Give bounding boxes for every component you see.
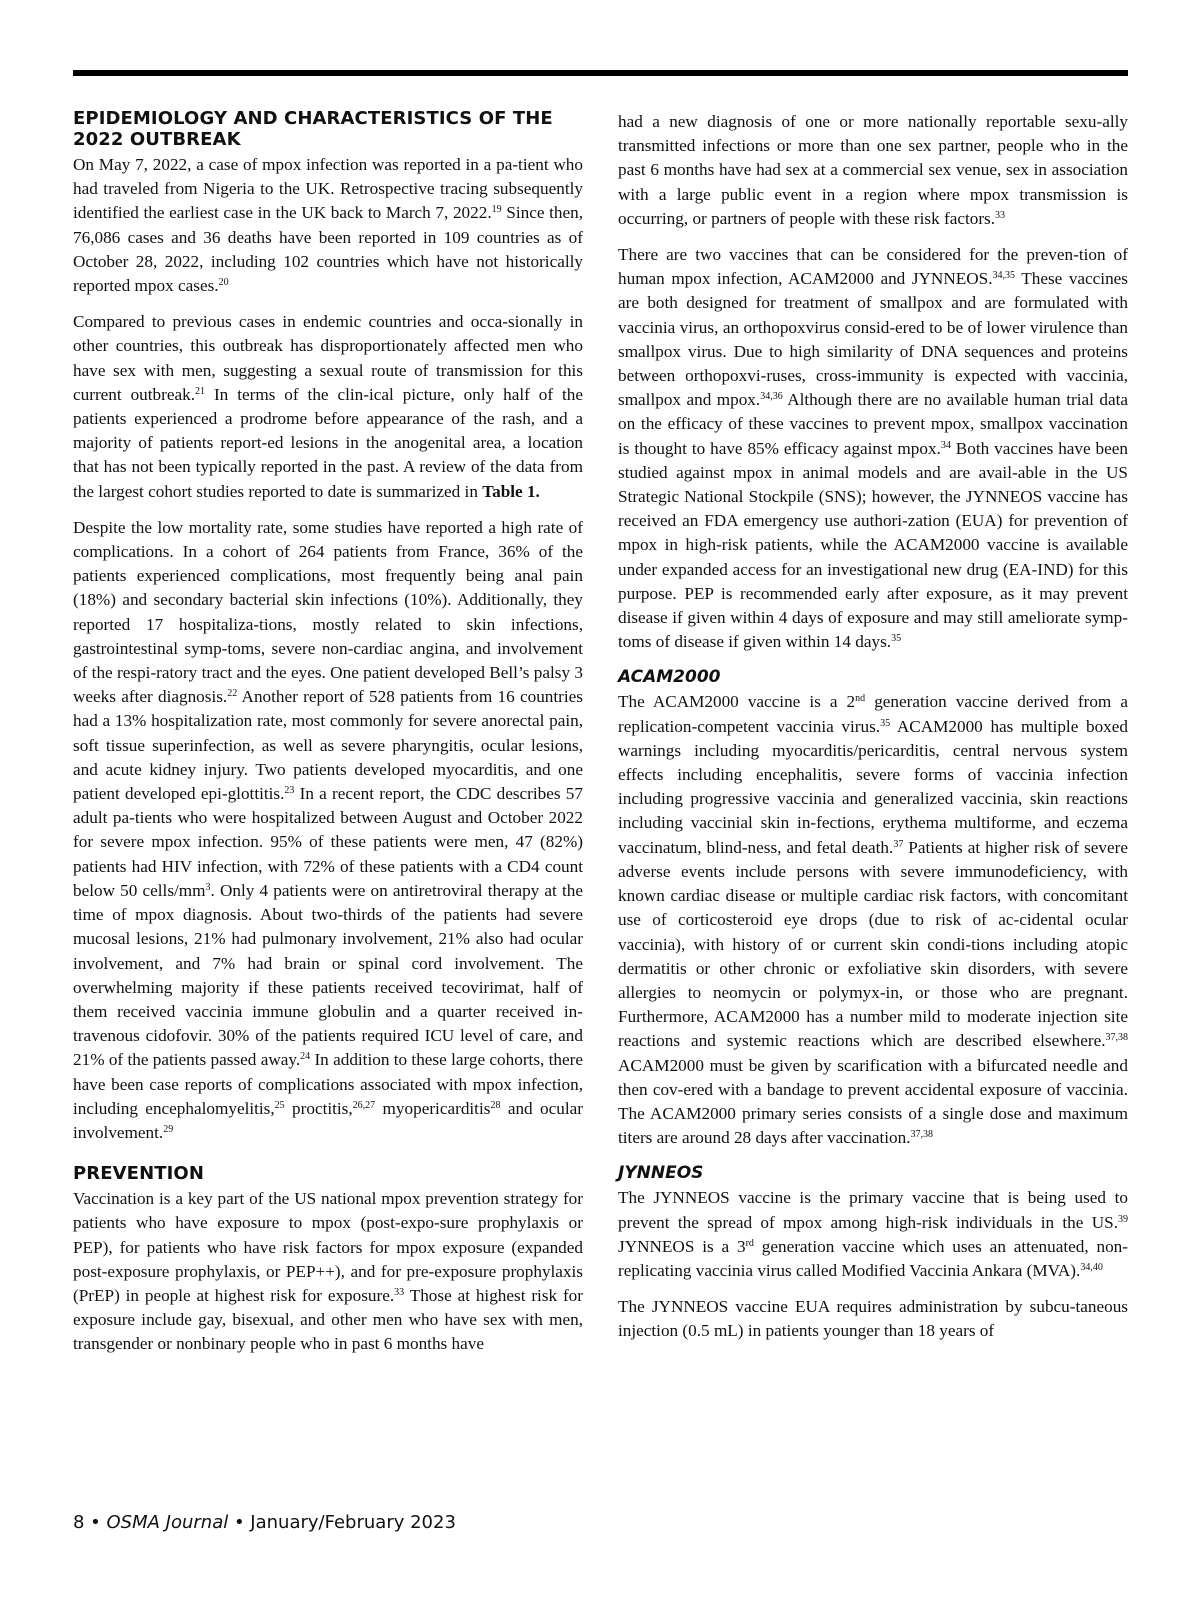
subheading-jynneos: JYNNEOS <box>618 1163 704 1184</box>
top-rule <box>73 70 1128 76</box>
paragraph: had a new diagnosis of one or more nationally reportable sexu-ally transmitted infections or more than one sex partner, people who in the past 6 months have had sex at a commercial sex venue, sex in association with a large public event in a region where mpox transmission is occurring, or partners of people with these risk factors.$^{33}$ <box>618 112 1128 228</box>
paragraph: The ACAM2000 vaccine is a 2nd generation vaccine derived from a replication-competent vaccinia virus.$^{35}$ ACAM2000 has multiple boxed warnings including myocarditis/pericarditis, central nervous system effects including encephalitis, severe forms of vaccinia infection including progressive vaccinia and generalized vaccinia, skin reactions including vaccinial skin in-fections, erythema multiforme, and eczema vaccinatum, blind-ness, and fetal death.$^{37}$ Patients at higher risk of severe adverse events include persons with severe immunodeficiency, with known cardiac disease or multiple cardiac risk factors, with concomitant use of corticosteroid eye drops (due to risk of ac-cidental ocular vaccinia), with history of or current skin condi-tions including atopic dermatitis or other chronic or exfoliative skin disorders, with severe allergies to neomycin or polymyx-in, or those who are pregnant. Furthermore, ACAM2000 has a number mild to moderate injection site reactions and systemic reactions which are described elsewhere.$^{37,38}$ ACAM2000 must be given by scarification with a bifurcated needle and then cov-ered with a bandage to prevent accidental exposure of vaccinia. The ACAM2000 primary series consists of a single dose and maximum titers are around 28 days after vaccination.$^{37,38}$ <box>618 692 1128 1148</box>
right-column <box>618 106 1128 1356</box>
paragraph: Despite the low mortality rate, some studies have reported a high rate of complications. In a cohort of 264 patients from France, 36% of the patients experienced complications, most frequently being anal pain (18%) and secondary bacterial skin infections (10%). Additionally, they reported 17 hospitaliza-tions, mostly related to skin infections, gastrointestinal symp-toms, severe non-cardiac angina, and involvement of the respi-ratory tract and the eyes. One patient developed Bell’s palsy 3 weeks after diagnosis.$^{22}$ Another report of 528 patients from 16 countries had a 13% hospitalization rate, most commonly for severe anorectal pain, soft tissue superinfection, as well as severe pharyngitis, ocular lesions, and acute kidney injury. Two patients developed myocarditis, and one patient developed epi-glottitis.$^{23}$ In a recent report, the CDC describes 57 adult pa-tients who were hospitalized between August and October 2022 for severe mpox infection. 95% of these patients were men, 47 (82%) patients had HIV infection, with 72% of these patients with a CD4 count below 50 cells/$mm^3$. Only 4 patients were on antiretroviral therapy at the time of mpox diagnosis. About two-thirds of the patients had severe mucosal lesions, 21% had pulmonary involvement, 21% also had ocular involvement, and 7% had brain or spinal cord involvement. The overwhelming majority if these patients received tecovirimat, half of them received vaccinia immune globulin and a quarter received in-travenous cidofovir. 30% of the patients required ICU level of care, and 21% of the patients passed away.$^{24}$ In addition to these large cohorts, there have been case reports of complications associated with mpox infection, including encephalomyelitis,$^{25}$ proctitis,$^{26,27}$ myopericarditis$^{28}$ and ocular involvement.$^{29}$ <box>73 517 584 1142</box>
left-column <box>73 106 583 1369</box>
paragraph: On May 7, 2022, a case of mpox infection was reported in a pa-tient who had traveled from Nigeria to the UK. Retrospective tracing subsequently identified the earliest case in the UK back to March 7, 2022.19 Since then, 76,086 cases and 36 deaths have been reported in 109 countries as of October 28, 2022, including 102 countries which have not historically reported mpox cases.$^{20}$ <box>73 155 583 296</box>
subheading-acam2000: ACAM2000 <box>618 667 721 688</box>
paragraph: Vaccination is a key part of the US national mpox prevention strategy for patients who have exposure to mpox (post-expo-sure prophylaxis or PEP), for patients who have risk factors for mpox exposure (expanded post-exposure prophylaxis, or PEP++), and for pre-exposure prophylaxis (PrEP) in people at highest risk for exposure.$^{33}$ Those at highest risk for exposure include gay, bisexual, and other men who have sex with men, transgender or nonbinary people who in past 6 months have <box>73 1189 584 1354</box>
journal-name: OSMA Journal <box>106 1512 229 1533</box>
paragraph: The JYNNEOS vaccine is the primary vaccine that is being used to prevent the spread of mpox among high-risk individuals in the US.$^{39}$ JYNNEOS is a 3rd generation vaccine which uses an attenuated, non-replicating vaccinia virus called Modified Vaccinia Ankara (MVA).$^{34,40}$ <box>618 1188 1128 1280</box>
section-heading-epidemiology: EPIDEMIOLOGY AND CHARACTERISTICS OF THE 2022 OUTBREAK <box>73 108 553 150</box>
page-number: 8 • <box>73 1512 107 1533</box>
paragraph: There are two vaccines that can be considered for the preven-tion of human mpox infection, ACAM2000 and JYNNEOS.$^{34,35}$ These vaccines are both designed for treatment of smallpox and are formulated with vaccinia virus, an orthopoxvirus consid-ered to be of lower virulence than smallpox virus. Due to high similarity of DNA sequences and proteins between orthopoxvi-ruses, cross-immunity is expected with vaccinia, smallpox and mpox.$^{34,36}$ Although there are no available human trial data on the efficacy of these vaccines to prevent mpox, smallpox vaccination is thought to have 85% efficacy against mpox.$^{34}$ Both vaccines have been studied against mpox in animal models and are avail-able in the US Strategic National Stockpile (SNS); however, the JYNNEOS vaccine has received an FDA emergency use authori-zation (EUA) for prevention of mpox in high-risk patients, while the ACAM2000 vaccine is available under expanded access for an investigational new drug (EA-IND) for this purpose. PEP is recommended early after exposure, as it may prevent disease if given within 4 days of exposure and may still ameliorate symp-toms of disease if given within 14 days.$^{35}$ <box>618 245 1129 652</box>
page-footer <box>73 1512 456 1533</box>
table-reference: Table 1. <box>482 481 540 501</box>
section-heading-prevention: PREVENTION <box>73 1163 204 1185</box>
paragraph: The JYNNEOS vaccine EUA requires administration by subcu-taneous injection (0.5 mL) in patients younger than 18 years of <box>618 1297 1128 1341</box>
issue-date: • January/February 2023 <box>228 1512 456 1533</box>
paragraph: Compared to previous cases in endemic countries and occa-sionally in other countries, this outbreak has disproportionately affected men who have sex with men, suggesting a sexual route of transmission for this current outbreak.$^{21}$ In terms of the clin-ical picture, only half of the patients experienced a prodrome before appearance of the rash, and a majority of patients report-ed lesions in the anogenital area, a location that has not been typically reported in the past. A review of the data from the largest cohort studies reported to date is summarized in Table 1. <box>73 312 583 501</box>
